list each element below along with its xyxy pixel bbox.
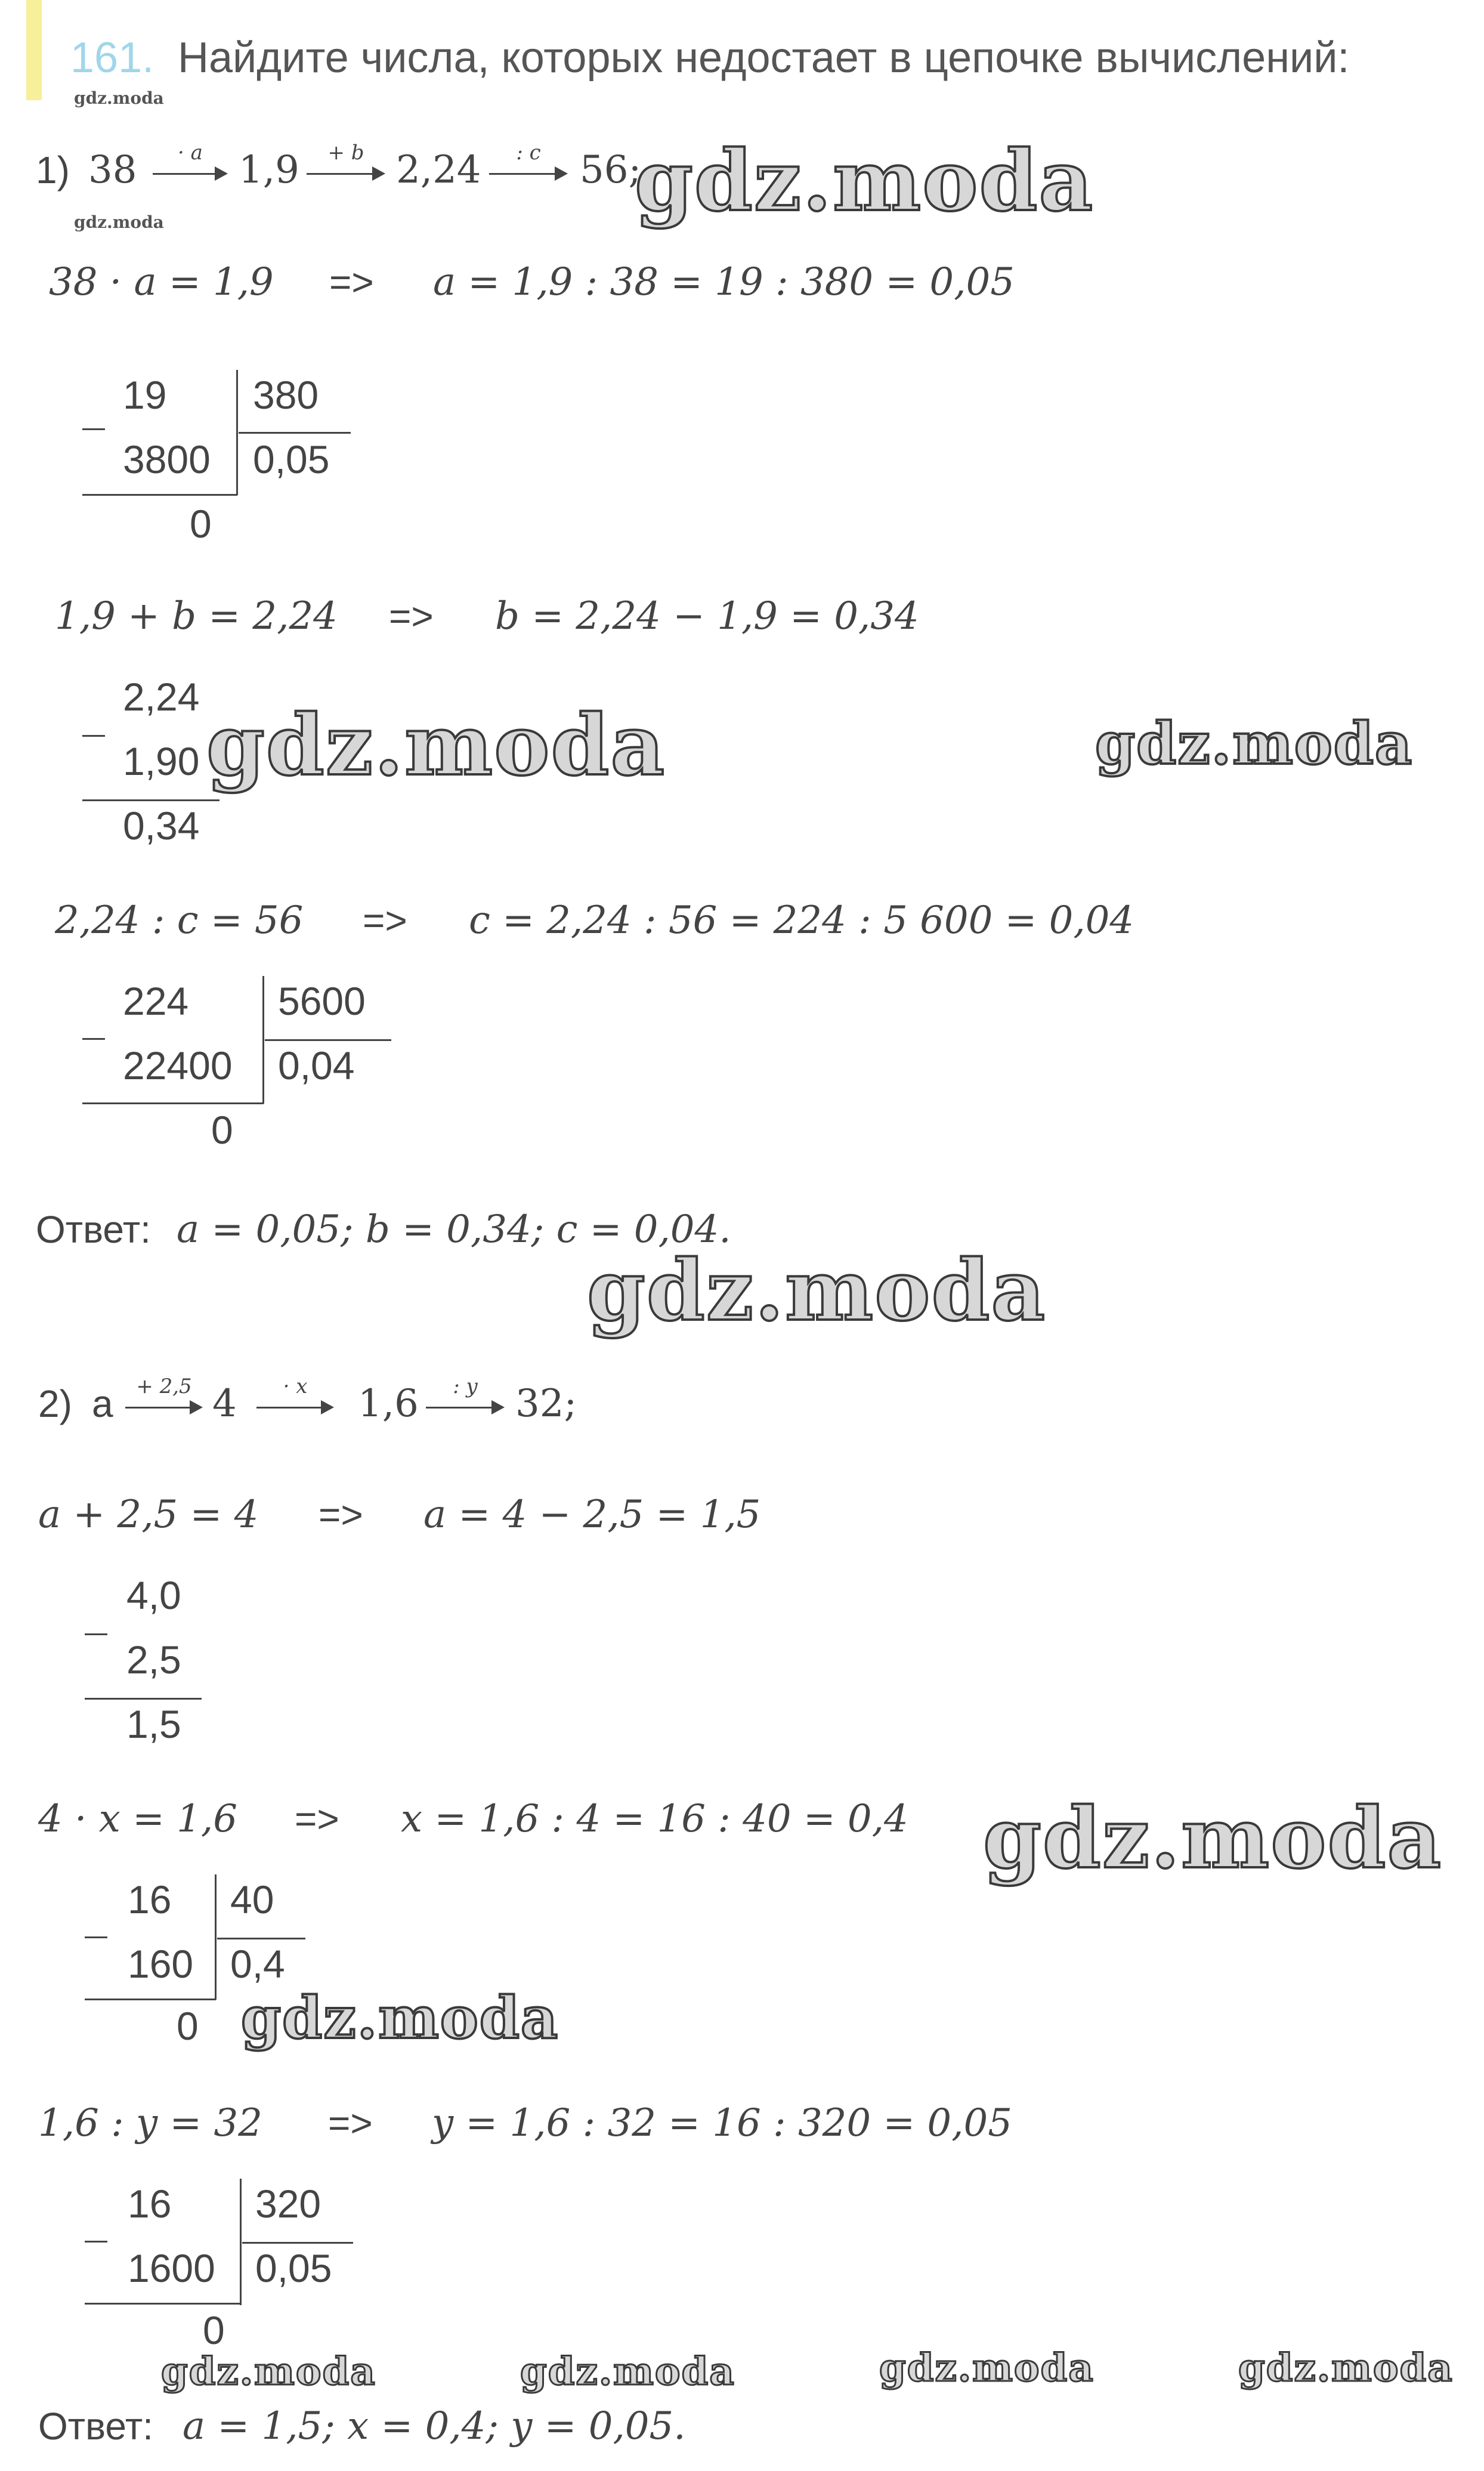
chain2-value-4: 32; [515,1382,577,1426]
divisor: 5600 [278,979,366,1023]
minus-sign [85,1936,107,1938]
p2-implies-y: => [328,2102,373,2145]
division-bar [236,370,238,495]
answer1-label: Ответ: [36,1208,151,1251]
result-line [85,1999,216,2000]
quotient-line [217,1938,305,1939]
part2-label: 2) [38,1382,72,1425]
minuend: 2,24 [123,675,200,719]
result-line [85,1698,202,1700]
dividend: 16 [128,1877,172,1922]
chain2-value-2: 4 [212,1382,237,1426]
remainder: 0 [211,1108,233,1152]
subtrahend: 1600 [128,2246,215,2290]
p2-implies-x: => [295,1797,339,1840]
minus-sign [82,735,105,737]
difference: 0,34 [123,804,200,848]
chain1-op-2: + b [327,141,364,165]
watermark-medium: gdz.moda [241,1984,559,2052]
watermark-small: gdz.moda [1238,2346,1454,2390]
p2-sol-y: y = 1,6 : 32 = 16 : 320 = 0,05 [432,2101,1012,2145]
watermark-small: gdz.moda [74,88,164,108]
dividend: 16 [128,2182,172,2226]
chain1-value-3: 2,24 [396,148,481,192]
quotient-line [242,2242,353,2244]
p2-eq-y: 1,6 : y = 32 [38,2101,262,2145]
watermark-small: gdz.moda [879,2346,1095,2390]
chain2-value-1: a [92,1382,113,1425]
quotient: 0,05 [253,437,330,481]
chain2-op-3: : y [453,1375,478,1398]
division-bar [215,1874,217,2000]
watermark-small: gdz.moda [161,2349,376,2394]
chain1-value-4: 56; [580,148,641,192]
remainder: 0 [177,2004,199,2048]
chain1-op-1: · a [178,141,203,165]
answer1-text: a = 0,05; b = 0,34; c = 0,04. [177,1207,731,1252]
subtrahend: 1,90 [123,739,200,783]
divisor: 320 [255,2182,321,2226]
part1-label: 1) [36,149,70,191]
quotient: 0,04 [278,1043,355,1088]
division-bar [262,976,264,1104]
p2-eq-a: a + 2,5 = 4 [38,1493,259,1537]
remainder: 0 [190,502,212,546]
result-line [82,1102,264,1104]
remainder: 0 [203,2308,225,2352]
difference: 1,5 [126,1702,181,1746]
task-number: 161. [70,34,154,82]
p2-sol-a: a = 4 − 2,5 = 1,5 [423,1493,761,1537]
result-line [82,799,219,801]
subtrahend: 3800 [123,437,211,481]
result-line [82,494,237,496]
p1-implies-b: => [389,595,434,638]
chain2-arrow-3 [426,1375,505,1419]
chain2-arrow-2 [256,1375,334,1419]
minus-sign [85,1633,107,1635]
p1-implies-a: => [329,261,374,304]
header-accent-bar [26,0,42,100]
dividend: 19 [123,373,167,417]
p1-eq-a: 38 · a = 1,9 [49,260,274,304]
watermark-large: gdz.moda [206,697,666,795]
p1-implies-c: => [363,899,407,942]
p1-sol-c: c = 2,24 : 56 = 224 : 5 600 = 0,04 [469,898,1134,943]
watermark-large: gdz.moda [587,1242,1047,1340]
chain1-value-1: 38 [88,148,137,192]
quotient-line [265,1039,391,1041]
chain1-arrow-1 [153,141,228,185]
minus-sign [82,1038,105,1040]
chain2-arrow-1 [125,1375,203,1419]
subtrahend: 160 [128,1942,194,1986]
quotient-line [239,432,351,434]
subtrahend: 22400 [123,1043,233,1088]
division-bar [240,2179,242,2305]
chain2-op-1: + 2,5 [136,1375,192,1398]
watermark-medium: gdz.moda [1095,710,1414,777]
p2-eq-x: 4 · x = 1,6 [38,1797,237,1841]
answer2-label: Ответ: [38,2405,153,2448]
p1-sol-a: a = 1,9 : 38 = 19 : 380 = 0,05 [433,260,1015,304]
chain1-op-3: : c [516,141,541,165]
watermark-large: gdz.moda [983,1790,1443,1888]
result-line [85,2303,241,2305]
quotient: 0,4 [230,1942,285,1986]
p1-sol-b: b = 2,24 − 1,9 = 0,34 [495,594,919,638]
chain2-value-3: 1,6 [358,1382,419,1426]
watermark-large: gdz.moda [635,132,1095,230]
chain2-op-2: · x [283,1375,308,1398]
p1-eq-c: 2,24 : c = 56 [55,898,304,943]
minus-sign [85,2241,107,2243]
answer2-text: a = 1,5; x = 0,4; y = 0,05. [183,2404,686,2448]
p1-eq-b: 1,9 + b = 2,24 [55,594,338,638]
watermark-small: gdz.moda [520,2349,735,2394]
subtrahend: 2,5 [126,1638,181,1682]
p2-sol-x: x = 1,6 : 4 = 16 : 40 = 0,4 [401,1797,908,1841]
quotient: 0,05 [255,2246,332,2290]
chain1-arrow-2 [307,141,385,185]
divisor: 40 [230,1877,274,1922]
dividend: 224 [123,979,189,1023]
p2-implies-a: => [319,1493,363,1536]
minus-sign [82,428,105,430]
minuend: 4,0 [126,1573,181,1617]
chain1-arrow-3 [489,141,568,185]
divisor: 380 [253,373,319,417]
watermark-small: gdz.moda [74,212,164,232]
task-title: Найдите числа, которых недостает в цепочке вычислений: [178,34,1350,82]
chain1-value-2: 1,9 [239,148,299,192]
